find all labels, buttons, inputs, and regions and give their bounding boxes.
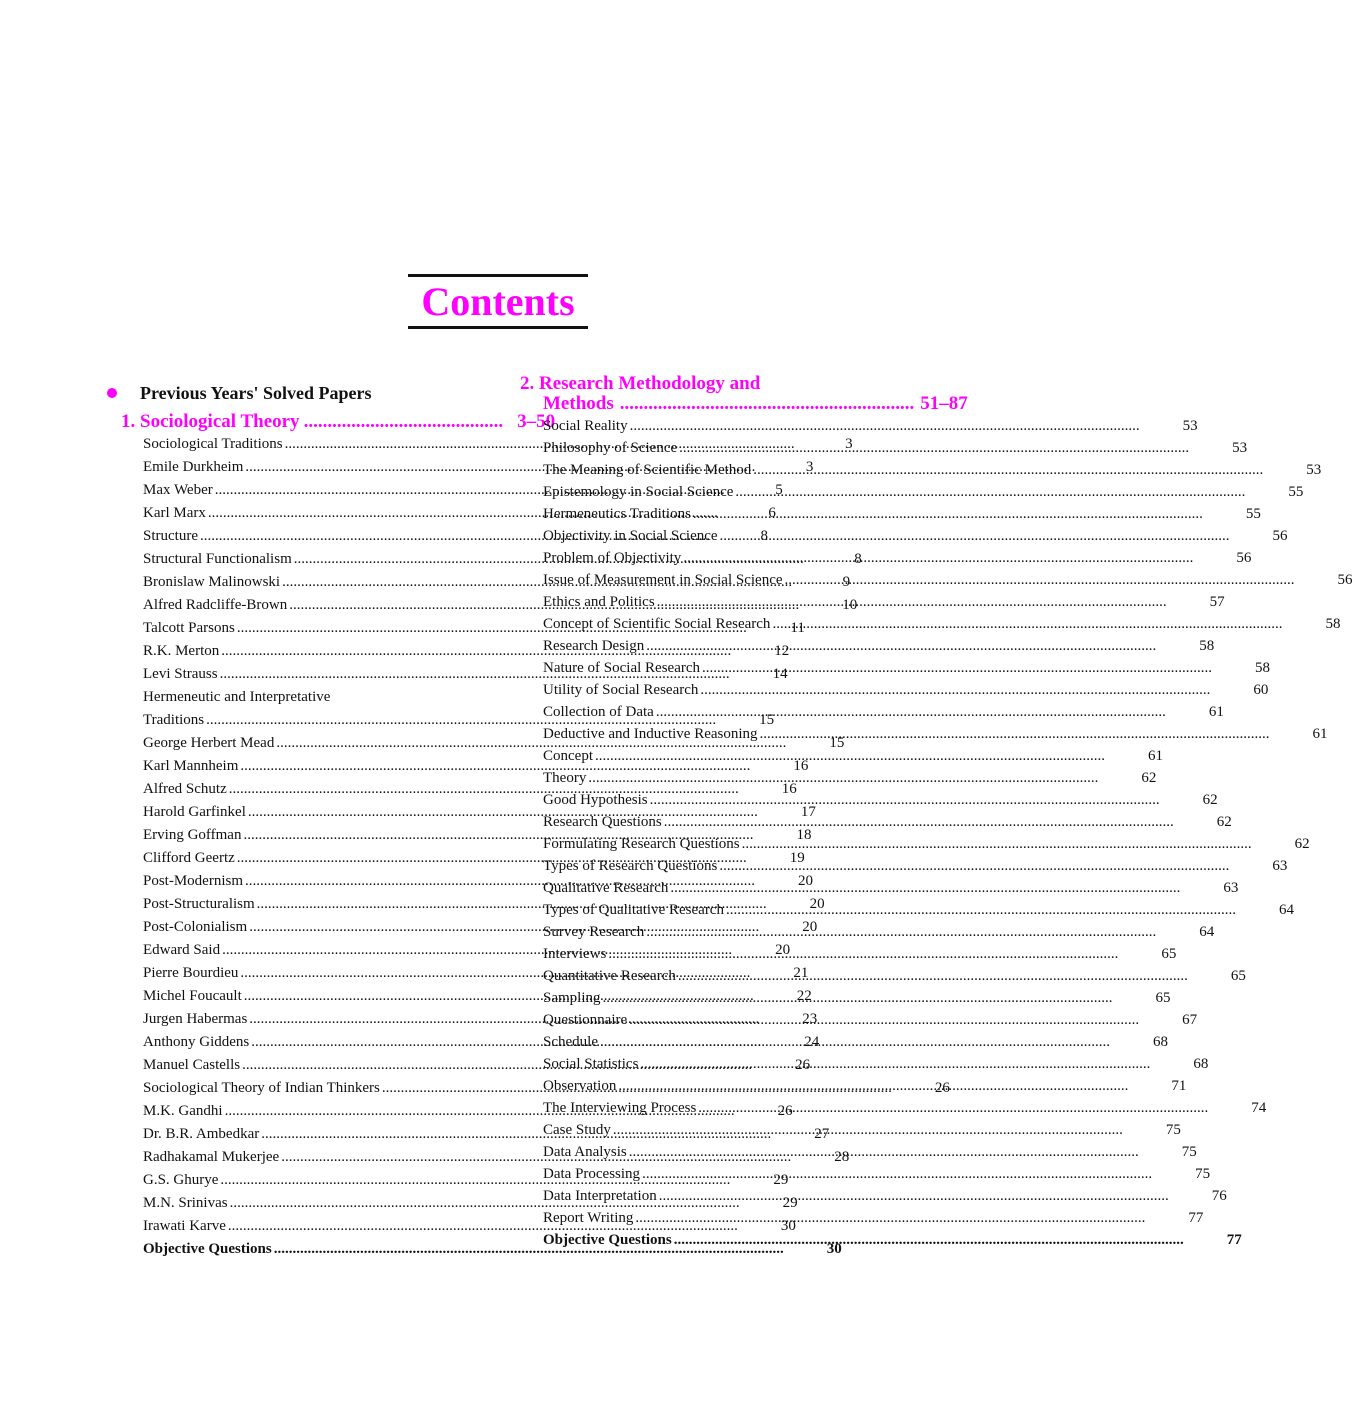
dot-leader bbox=[702, 660, 1212, 677]
entry-page: 23 bbox=[802, 1011, 818, 1027]
dot-leader bbox=[742, 836, 1252, 853]
entry-page: 10 bbox=[842, 597, 858, 613]
chapter-title: Sociological Theory bbox=[140, 411, 300, 432]
toc-entry[interactable] bbox=[543, 1166, 1211, 1188]
entry-title: M.K. Gandhi bbox=[143, 1103, 223, 1119]
entry-title: Dr. B.R. Ambedkar bbox=[143, 1126, 260, 1142]
entry-title: G.S. Ghurye bbox=[143, 1172, 219, 1188]
entry-title: Types of Qualitative Research bbox=[543, 902, 724, 918]
entry-page: 27 bbox=[814, 1126, 830, 1142]
toc-entry[interactable] bbox=[543, 1144, 1197, 1166]
dot-leader bbox=[630, 418, 1140, 435]
toc-entry[interactable] bbox=[543, 770, 1157, 792]
chapter-number: 1. bbox=[121, 411, 136, 432]
entry-title: Michel Foucault bbox=[143, 988, 242, 1004]
chapter-title: Research Methodology and bbox=[539, 373, 761, 394]
entry-title: George Herbert Mead bbox=[143, 735, 275, 751]
entry-page: 64 bbox=[1199, 924, 1215, 940]
entry-page: 55 bbox=[1288, 484, 1304, 500]
entry-page: 65 bbox=[1161, 946, 1177, 962]
entry-title: Harold Garfinkel bbox=[143, 804, 246, 820]
entry-title: Erving Goffman bbox=[143, 827, 242, 843]
entry-title: Problem of Objectivity bbox=[543, 550, 682, 566]
entry-page: 75 bbox=[1181, 1144, 1197, 1160]
entry-title: Alfred Radcliffe-Brown bbox=[143, 597, 288, 613]
entry-page: 53 bbox=[1182, 418, 1198, 434]
entry-title: Questionnaire bbox=[543, 1012, 628, 1028]
toc-entry[interactable] bbox=[543, 1012, 1198, 1034]
entry-title: Post-Modernism bbox=[143, 873, 244, 889]
entry-title: Hermeneutic and Interpretative bbox=[143, 689, 331, 705]
entry-title: Sociological Traditions bbox=[143, 436, 283, 452]
toc-entry[interactable] bbox=[543, 858, 1288, 880]
dot-leader bbox=[679, 440, 1189, 457]
toc-entry[interactable] bbox=[143, 1241, 842, 1264]
toc-entry[interactable] bbox=[543, 814, 1232, 836]
entry-page: 56 bbox=[1236, 550, 1252, 566]
entry-title: Research Questions bbox=[543, 814, 662, 830]
dot-leader bbox=[640, 1056, 1150, 1073]
entry-page: 14 bbox=[772, 666, 788, 682]
entry-page: 15 bbox=[759, 712, 775, 728]
dot-leader bbox=[735, 484, 1245, 501]
toc-entry[interactable] bbox=[543, 880, 1239, 902]
entry-page: 75 bbox=[1195, 1166, 1211, 1182]
entry-page: 20 bbox=[809, 896, 825, 912]
entry-title: R.K. Merton bbox=[143, 643, 220, 659]
entry-title: The Meaning of Scientific Method bbox=[543, 462, 752, 478]
page-title: Contents bbox=[421, 279, 575, 324]
toc-entry[interactable] bbox=[543, 616, 1341, 638]
entry-title: Utility of Social Research bbox=[543, 682, 699, 698]
toc-entry[interactable] bbox=[543, 660, 1271, 682]
entry-title: Max Weber bbox=[143, 482, 213, 498]
dot-leader bbox=[760, 726, 1270, 743]
dot-leader bbox=[719, 858, 1229, 875]
entry-title: Collection of Data bbox=[543, 704, 654, 720]
entry-page: 19 bbox=[789, 850, 805, 866]
entry-title: Schedule bbox=[543, 1034, 598, 1050]
entry-title: Report Writing bbox=[543, 1210, 634, 1226]
entry-page: 60 bbox=[1253, 682, 1269, 698]
entry-title: Levi Strauss bbox=[143, 666, 218, 682]
toc-entry[interactable] bbox=[543, 1210, 1204, 1232]
toc-entry[interactable] bbox=[543, 726, 1328, 748]
entry-title: Clifford Geertz bbox=[143, 850, 235, 866]
entry-page: 53 bbox=[1232, 440, 1248, 456]
toc-entry[interactable] bbox=[543, 418, 1198, 440]
entry-title: Case Study bbox=[543, 1122, 611, 1138]
entry-page: 12 bbox=[774, 643, 790, 659]
entry-page: 77 bbox=[1226, 1232, 1242, 1248]
dot-leader bbox=[600, 1034, 1110, 1051]
entry-page: 30 bbox=[826, 1241, 842, 1257]
entry-page: 15 bbox=[829, 735, 845, 751]
entry-title: Objective Questions bbox=[143, 1241, 272, 1257]
entry-page: 53 bbox=[1306, 462, 1322, 478]
entry-page: 63 bbox=[1272, 858, 1288, 874]
toc-entry[interactable] bbox=[543, 1034, 1168, 1056]
toc-entry[interactable] bbox=[543, 1122, 1181, 1144]
entry-title: Qualitative Research bbox=[543, 880, 669, 896]
entry-title: Types of Research Questions bbox=[543, 858, 718, 874]
entry-page: 58 bbox=[1199, 638, 1215, 654]
entry-page: 58 bbox=[1255, 660, 1271, 676]
section-heading: Previous Years' Solved Papers bbox=[140, 383, 372, 403]
entry-title: Structure bbox=[143, 528, 198, 544]
entry-page: 16 bbox=[781, 781, 797, 797]
toc-entry[interactable] bbox=[543, 792, 1218, 814]
chapter-title: Methods bbox=[543, 393, 614, 414]
entry-title: Survey Research bbox=[543, 924, 645, 940]
entry-page: 20 bbox=[775, 942, 791, 958]
toc-entry[interactable] bbox=[543, 528, 1288, 550]
chapter-2-heading-line2[interactable] bbox=[543, 393, 968, 415]
title-bottom-rule bbox=[408, 326, 588, 329]
toc-entry[interactable] bbox=[543, 484, 1304, 506]
dot-leader bbox=[659, 1188, 1169, 1205]
toc-entry[interactable] bbox=[543, 572, 1353, 594]
entry-title: Hermeneutics Traditions bbox=[543, 506, 691, 522]
dot-leader bbox=[618, 1078, 1128, 1095]
entry-page: 20 bbox=[798, 873, 814, 889]
entry-page: 22 bbox=[796, 988, 812, 1004]
entry-title: Bronislaw Malinowski bbox=[143, 574, 281, 590]
entry-title: Sampling bbox=[543, 990, 601, 1006]
entry-title: Jurgen Habermas bbox=[143, 1011, 248, 1027]
entry-title: Radhakamal Mukerjee bbox=[143, 1149, 280, 1165]
entry-page: 16 bbox=[793, 758, 809, 774]
entry-title: Issue of Measurement in Social Science bbox=[543, 572, 783, 588]
entry-page: 29 bbox=[782, 1195, 798, 1211]
entry-page: 57 bbox=[1209, 594, 1225, 610]
chapter-2-heading-line1[interactable] bbox=[520, 373, 760, 395]
entry-title: M.N. Srinivas bbox=[143, 1195, 228, 1211]
entry-page: 68 bbox=[1152, 1034, 1168, 1050]
entry-title: Concept of Scientific Social Research bbox=[543, 616, 771, 632]
entry-title: Alfred Schutz bbox=[143, 781, 227, 797]
entry-page: 11 bbox=[790, 620, 805, 636]
dot-leader bbox=[595, 748, 1105, 765]
entry-page: 76 bbox=[1211, 1188, 1227, 1204]
entry-title: Nature of Social Research bbox=[543, 660, 701, 676]
entry-page: 61 bbox=[1312, 726, 1328, 742]
entry-page: 58 bbox=[1325, 616, 1341, 632]
chapter-pages: 3–50 bbox=[517, 411, 556, 432]
dot-leader: .......................................... bbox=[303, 411, 504, 432]
dot-leader bbox=[588, 770, 1098, 787]
dot-leader bbox=[726, 902, 1236, 919]
dot-leader bbox=[608, 946, 1118, 963]
entry-title: Anthony Giddens bbox=[143, 1034, 250, 1050]
entry-page: 5 bbox=[775, 482, 783, 498]
entry-title: Pierre Bourdieu bbox=[143, 965, 239, 981]
entry-page: 62 bbox=[1294, 836, 1310, 852]
entry-title: Observation bbox=[543, 1078, 617, 1094]
entry-page: 65 bbox=[1230, 968, 1246, 984]
entry-page: 68 bbox=[1193, 1056, 1209, 1072]
chapter-number: 2. bbox=[520, 373, 535, 394]
dot-leader bbox=[629, 1012, 1139, 1029]
entry-title: Irawati Karve bbox=[143, 1218, 226, 1234]
toc-entry[interactable] bbox=[543, 1232, 1242, 1254]
entry-page: 18 bbox=[796, 827, 812, 843]
entry-title: Quantitative Research bbox=[543, 968, 676, 984]
entry-title: Manuel Castells bbox=[143, 1057, 241, 1073]
dot-leader bbox=[674, 1232, 1184, 1249]
toc-entry[interactable] bbox=[543, 990, 1171, 1012]
entry-page: 75 bbox=[1165, 1122, 1181, 1138]
toc-entry[interactable] bbox=[543, 1100, 1267, 1122]
entry-page: 71 bbox=[1171, 1078, 1187, 1094]
toc-entry[interactable] bbox=[543, 836, 1310, 858]
entry-title: Data Processing bbox=[543, 1166, 641, 1182]
dot-leader bbox=[772, 616, 1282, 633]
dot-leader bbox=[603, 990, 1113, 1007]
entry-page: 65 bbox=[1155, 990, 1171, 1006]
toc-entry[interactable] bbox=[543, 946, 1177, 968]
entry-page: 63 bbox=[1223, 880, 1239, 896]
entry-title: Traditions bbox=[143, 712, 205, 728]
toc-entry[interactable] bbox=[543, 594, 1225, 616]
toc-entry[interactable] bbox=[543, 704, 1224, 726]
dot-leader bbox=[700, 682, 1210, 699]
dot-leader bbox=[646, 638, 1156, 655]
entry-page: 61 bbox=[1208, 704, 1224, 720]
dot-leader bbox=[785, 572, 1295, 589]
dot-leader bbox=[683, 550, 1193, 567]
dot-leader bbox=[664, 814, 1174, 831]
entry-title: Data Analysis bbox=[543, 1144, 627, 1160]
entry-title: Structural Functionalism bbox=[143, 551, 292, 567]
dot-leader bbox=[678, 968, 1188, 985]
entry-page: 62 bbox=[1202, 792, 1218, 808]
entry-title: Data Interpretation bbox=[543, 1188, 657, 1204]
entry-title: The Interviewing Process bbox=[543, 1100, 697, 1116]
entry-title: Research Design bbox=[543, 638, 645, 654]
entry-title: Post-Structuralism bbox=[143, 896, 255, 912]
entry-page: 24 bbox=[804, 1034, 820, 1050]
toc-entry[interactable] bbox=[543, 506, 1261, 528]
dot-leader bbox=[657, 594, 1167, 611]
toc-entry[interactable] bbox=[543, 1056, 1209, 1078]
entry-title: Deductive and Inductive Reasoning bbox=[543, 726, 758, 742]
entry-title: Social Statistics bbox=[543, 1056, 639, 1072]
entry-title: Karl Marx bbox=[143, 505, 206, 521]
entry-page: 8 bbox=[760, 528, 768, 544]
entry-page: 6 bbox=[768, 505, 776, 521]
entry-page: 8 bbox=[854, 551, 862, 567]
dot-leader bbox=[629, 1144, 1139, 1161]
title-top-rule bbox=[408, 274, 588, 277]
entry-page: 30 bbox=[780, 1218, 796, 1234]
entry-title: Talcott Parsons bbox=[143, 620, 235, 636]
entry-page: 3 bbox=[805, 459, 814, 475]
entry-page: 21 bbox=[793, 965, 809, 981]
dot-leader bbox=[642, 1166, 1152, 1183]
toc-entry[interactable] bbox=[543, 682, 1269, 704]
toc-entry[interactable] bbox=[543, 638, 1215, 660]
toc-entry[interactable] bbox=[543, 924, 1215, 946]
entry-page: 26 bbox=[934, 1080, 950, 1096]
entry-title: Objectivity in Social Science bbox=[543, 528, 718, 544]
entry-page: 29 bbox=[773, 1172, 789, 1188]
dot-leader bbox=[635, 1210, 1145, 1227]
entry-page: 3 bbox=[845, 436, 853, 452]
entry-title: Social Reality bbox=[543, 418, 628, 434]
toc-entry[interactable] bbox=[143, 689, 485, 712]
toc-entry[interactable] bbox=[543, 462, 1322, 484]
entry-title: Theory bbox=[543, 770, 587, 786]
entry-page: 74 bbox=[1251, 1100, 1267, 1116]
entry-page: 9 bbox=[842, 574, 851, 590]
dot-leader bbox=[613, 1122, 1123, 1139]
entry-title: Emile Durkheim bbox=[143, 459, 244, 475]
entry-title: Interviews bbox=[543, 946, 607, 962]
toc-entry[interactable] bbox=[543, 902, 1294, 924]
entry-page: 56 bbox=[1272, 528, 1288, 544]
dot-leader bbox=[656, 704, 1166, 721]
dot-leader bbox=[698, 1100, 1208, 1117]
chapter-pages: 51–87 bbox=[920, 393, 968, 414]
entry-title: Ethics and Politics bbox=[543, 594, 655, 610]
entry-page: 26 bbox=[795, 1057, 811, 1073]
dot-leader bbox=[646, 924, 1156, 941]
entry-page: 64 bbox=[1278, 902, 1294, 918]
entry-title: Objective Questions bbox=[543, 1232, 672, 1248]
dot-leader: .............................................................. bbox=[619, 393, 915, 414]
toc-entry[interactable] bbox=[543, 550, 1252, 572]
entry-title: Karl Mannheim bbox=[143, 758, 239, 774]
entry-page: 77 bbox=[1188, 1210, 1204, 1226]
dot-leader bbox=[720, 528, 1230, 545]
entry-page: 61 bbox=[1148, 748, 1163, 764]
entry-title: Sociological Theory of Indian Thinkers bbox=[143, 1080, 380, 1096]
toc-entry[interactable] bbox=[543, 968, 1246, 990]
dot-leader bbox=[693, 506, 1203, 523]
toc-entry[interactable] bbox=[543, 748, 1163, 770]
entry-page: 55 bbox=[1245, 506, 1261, 522]
entry-title: Good Hypothesis bbox=[543, 792, 648, 808]
entry-page: 17 bbox=[800, 804, 816, 820]
entry-page: 56 bbox=[1337, 572, 1353, 588]
dot-leader bbox=[753, 462, 1263, 479]
dot-leader bbox=[650, 792, 1160, 809]
entry-title: Epistemology in Social Science bbox=[543, 484, 734, 500]
entry-page: 20 bbox=[802, 919, 818, 935]
entry-page: 67 bbox=[1182, 1012, 1198, 1028]
entry-title: Edward Said bbox=[143, 942, 221, 958]
chapter-1-heading[interactable] bbox=[121, 411, 556, 433]
toc-entry[interactable] bbox=[543, 440, 1248, 462]
bullet-icon bbox=[107, 388, 117, 398]
dot-leader bbox=[670, 880, 1180, 897]
entry-page: 62 bbox=[1141, 770, 1157, 786]
entry-page: 26 bbox=[777, 1103, 793, 1119]
toc-entry[interactable] bbox=[543, 1188, 1227, 1210]
entry-page: 62 bbox=[1216, 814, 1232, 830]
entry-title: Philosophy of Science bbox=[543, 440, 678, 456]
entry-page: 28 bbox=[834, 1149, 850, 1165]
entry-title: Formulating Research Questions bbox=[543, 836, 740, 852]
entry-title: Post-Colonialism bbox=[143, 919, 248, 935]
entry-title: Concept bbox=[543, 748, 593, 764]
